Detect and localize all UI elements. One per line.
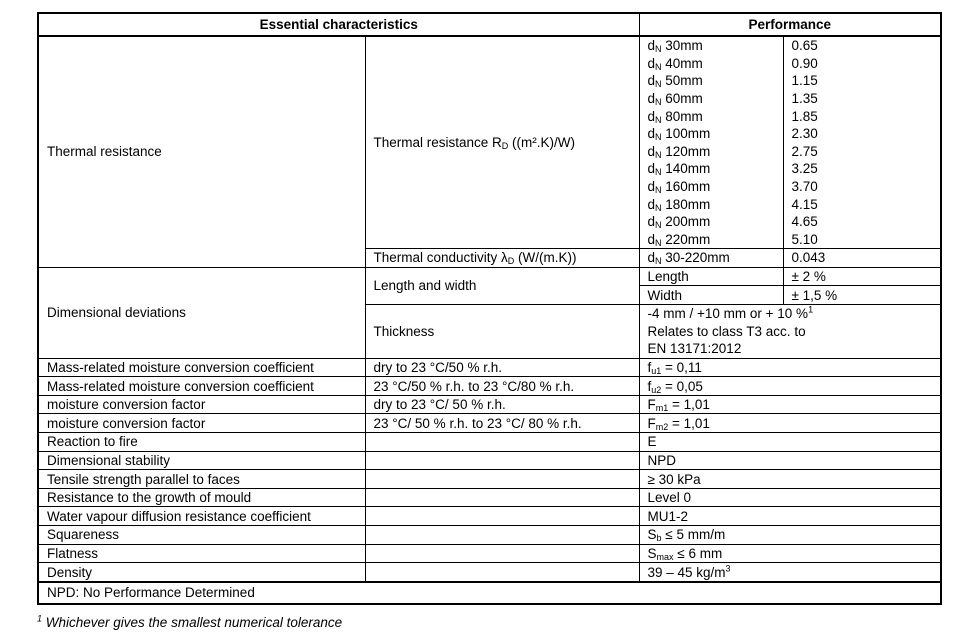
moisture-sub: m2 (655, 421, 669, 432)
moisture-row (38, 358, 941, 377)
conductivity-value: 0.043 (791, 250, 826, 266)
d-symbol: d (647, 91, 656, 107)
density-value: 39 – 45 kg/m (647, 564, 726, 580)
flatness-row (38, 544, 941, 563)
header-characteristics: Essential characteristics (38, 13, 639, 36)
property-empty-cell (365, 470, 639, 489)
d-sub: N (655, 79, 662, 90)
flatness-symbol: S (647, 545, 657, 561)
d-symbol: d (647, 161, 656, 177)
d-symbol: d (647, 108, 656, 124)
flatness-empty-cell (365, 544, 639, 563)
dimensional-group-label: Dimensional deviations (47, 305, 186, 321)
d-sub: N (655, 44, 662, 55)
property-empty-cell (365, 488, 639, 507)
resistance-number: 2.30 (791, 126, 818, 142)
resistance-number: 0.65 (791, 38, 818, 54)
lambda-sub: D (507, 256, 515, 267)
property-row (38, 451, 941, 470)
property-value-cell (639, 488, 941, 507)
property-name: Tensile strength parallel to faces (47, 471, 240, 487)
footnote-ref: 1 (808, 304, 814, 315)
moisture-value-cell (639, 395, 941, 414)
moisture-name-cell (38, 358, 365, 377)
d-symbol: d (647, 250, 656, 266)
moisture-condition: dry to 23 °C/ 50 % r.h. (373, 397, 506, 413)
thickness-value: 220mm (665, 231, 711, 247)
property-name-cell (38, 488, 365, 507)
moisture-symbol: f (647, 378, 652, 394)
resistance-number: 4.65 (791, 214, 818, 230)
thickness-value: 180mm (665, 196, 711, 212)
thickness-cell (639, 90, 783, 108)
d-sub: N (655, 220, 662, 231)
thickness-cell (639, 160, 783, 178)
thickness-standard: EN 13171:2012 (647, 341, 742, 357)
d-symbol: d (647, 196, 656, 212)
resistance-value (783, 178, 941, 196)
thickness-cell (639, 143, 783, 161)
thickness-cell (639, 55, 783, 73)
thickness-value: 30mm (665, 38, 703, 54)
thermal-group (38, 36, 365, 267)
thickness-class: Relates to class T3 acc. to (647, 323, 806, 339)
moisture-value: = 0,11 (661, 359, 702, 375)
property-value: E (647, 434, 657, 450)
density-empty-cell (365, 563, 639, 582)
thickness-tolerance-cell (639, 304, 941, 322)
thickness-label-cell (365, 304, 639, 358)
property-empty-cell (365, 433, 639, 452)
property-name: Dimensional stability (47, 452, 171, 468)
moisture-row (38, 395, 941, 414)
property-value: NPD (647, 452, 677, 468)
d-symbol: d (647, 73, 656, 89)
resistance-value (783, 125, 941, 143)
flatness-sub: max (656, 551, 674, 562)
moisture-name: moisture conversion factor (47, 415, 206, 431)
squareness-symbol: S (647, 527, 657, 543)
thickness-cell (639, 178, 783, 196)
thickness-cell (639, 213, 783, 231)
flatness-value: ≤ 6 mm (673, 545, 723, 561)
conductivity-label: Thermal conductivity λ (373, 250, 508, 266)
moisture-value: = 1,01 (668, 415, 710, 431)
property-empty-cell (365, 451, 639, 470)
property-empty-cell (365, 507, 639, 526)
conductivity-value-cell (783, 249, 941, 268)
density-sup: 3 (725, 563, 731, 574)
d-sub: N (655, 61, 662, 72)
width-label: Width (647, 287, 683, 303)
performance-table (37, 12, 942, 605)
property-name-cell (38, 507, 365, 526)
thickness-value: 50mm (665, 73, 703, 89)
thickness-value: 140mm (665, 161, 711, 177)
flatness-name-cell (38, 544, 365, 563)
thickness-value: 200mm (665, 214, 711, 230)
property-value-cell (639, 433, 941, 452)
npd-note: NPD: No Performance Determined (47, 585, 255, 601)
resistance-number: 2.75 (791, 143, 818, 159)
resistance-number: 1.15 (791, 73, 818, 89)
conductivity-range-cell (639, 249, 783, 268)
moisture-name: moisture conversion factor (47, 397, 206, 413)
moisture-name: Mass-related moisture conversion coefficient (47, 378, 314, 394)
footnote (37, 615, 342, 630)
moisture-condition: dry to 23 °C/50 % r.h. (373, 359, 502, 375)
resistance-number: 5.10 (791, 231, 818, 247)
thermal-group-label: Thermal resistance (47, 144, 162, 160)
moisture-value: = 1,01 (668, 397, 710, 413)
density-value-cell (639, 563, 941, 582)
resistance-number: 3.70 (791, 179, 818, 195)
resistance-number: 1.35 (791, 91, 818, 107)
header-performance: Performance (639, 13, 941, 36)
d-symbol: d (647, 231, 656, 247)
moisture-value-cell (639, 358, 941, 377)
thermal-row (38, 36, 941, 55)
d-sub: N (655, 256, 662, 267)
d-symbol: d (647, 179, 656, 195)
moisture-name-cell (38, 377, 365, 396)
thickness-value: 120mm (665, 143, 711, 159)
resistance-value (783, 55, 941, 73)
thickness-label: Thickness (373, 323, 435, 339)
thickness-cell (639, 231, 783, 249)
rd-sub: D (501, 141, 509, 152)
thickness-value: 40mm (665, 55, 703, 71)
thermal-resistance-unit: ((m².K)/W) (508, 135, 576, 151)
thickness-class-cell (639, 323, 941, 341)
flatness-value-cell (639, 544, 941, 563)
conductivity-unit: (W/(m.K)) (514, 250, 577, 266)
moisture-name-cell (38, 414, 365, 433)
conductivity-cell (365, 249, 639, 268)
squareness-sub: b (656, 533, 662, 544)
npd-note-cell (38, 582, 941, 604)
length-row (38, 267, 941, 286)
resistance-value (783, 160, 941, 178)
moisture-value-cell (639, 414, 941, 433)
npd-row (38, 582, 941, 604)
thickness-value: 100mm (665, 126, 711, 142)
flatness-name: Flatness (47, 545, 99, 561)
squareness-name: Squareness (47, 527, 120, 543)
moisture-sub: u1 (651, 365, 662, 376)
property-name: Reaction to fire (47, 434, 138, 450)
d-symbol: d (647, 214, 656, 230)
thickness-tolerance: -4 mm / +10 mm or + 10 % (647, 306, 809, 322)
thickness-value: 80mm (665, 108, 703, 124)
squareness-empty-cell (365, 526, 639, 545)
moisture-row (38, 377, 941, 396)
length-label: Length (647, 269, 689, 285)
length-width-cell (365, 267, 639, 304)
width-value-cell (783, 286, 941, 305)
moisture-condition-cell (365, 377, 639, 396)
moisture-symbol: F (647, 397, 656, 413)
property-value-cell (639, 451, 941, 470)
property-value: Level 0 (647, 490, 692, 506)
density-name: Density (47, 564, 93, 580)
resistance-number: 3.25 (791, 161, 818, 177)
moisture-name-cell (38, 395, 365, 414)
resistance-value (783, 36, 941, 55)
d-sub: N (655, 132, 662, 143)
property-row (38, 470, 941, 489)
width-value: ± 1,5 % (791, 287, 838, 303)
d-sub: N (655, 167, 662, 178)
property-value: ≥ 30 kPa (647, 471, 701, 487)
moisture-name: Mass-related moisture conversion coefficient (47, 359, 314, 375)
moisture-value-cell (639, 377, 941, 396)
resistance-number: 1.85 (791, 108, 818, 124)
squareness-name-cell (38, 526, 365, 545)
thermal-resistance-cell (365, 36, 639, 249)
thickness-cell (639, 72, 783, 90)
squareness-row (38, 526, 941, 545)
property-name-cell (38, 470, 365, 489)
squareness-value: ≤ 5 mm/m (661, 527, 726, 543)
d-symbol: d (647, 38, 656, 54)
moisture-symbol: f (647, 359, 652, 375)
footnote-text: Whichever gives the smallest numerical tolerance (42, 615, 343, 630)
length-width-label: Length and width (373, 278, 477, 294)
d-sub: N (655, 237, 662, 248)
d-sub: N (655, 149, 662, 160)
footnote-mark: 1 (37, 613, 43, 624)
thickness-standard-cell (639, 340, 941, 358)
moisture-condition: 23 °C/50 % r.h. to 23 °C/80 % r.h. (373, 378, 575, 394)
resistance-value (783, 231, 941, 249)
thickness-cell (639, 36, 783, 55)
moisture-condition-cell (365, 414, 639, 433)
thickness-cell (639, 107, 783, 125)
resistance-number: 4.15 (791, 196, 818, 212)
thickness-value: 160mm (665, 179, 711, 195)
resistance-number: 0.90 (791, 55, 818, 71)
resistance-value (783, 107, 941, 125)
property-name-cell (38, 433, 365, 452)
d-sub: N (655, 97, 662, 108)
moisture-row (38, 414, 941, 433)
property-value-cell (639, 507, 941, 526)
property-value: MU1-2 (647, 508, 689, 524)
resistance-value (783, 213, 941, 231)
length-label-cell (639, 267, 783, 286)
moisture-value: = 0,05 (661, 378, 703, 394)
thickness-cell (639, 125, 783, 143)
thickness-cell (639, 195, 783, 213)
resistance-value (783, 90, 941, 108)
property-row (38, 507, 941, 526)
thermal-resistance-label: Thermal resistance R (373, 135, 502, 151)
moisture-symbol: F (647, 415, 656, 431)
moisture-condition-cell (365, 395, 639, 414)
density-name-cell (38, 563, 365, 582)
density-row (38, 563, 941, 582)
moisture-sub: u2 (651, 384, 662, 395)
d-symbol: d (647, 126, 656, 142)
d-sub: N (655, 185, 662, 196)
thickness-value: 60mm (665, 91, 703, 107)
moisture-condition-cell (365, 358, 639, 377)
length-value-cell (783, 267, 941, 286)
moisture-condition: 23 °C/ 50 % r.h. to 23 °C/ 80 % r.h. (373, 415, 582, 431)
d-symbol: d (647, 143, 656, 159)
property-name: Water vapour diffusion resistance coefficient (47, 508, 311, 524)
resistance-value (783, 143, 941, 161)
conductivity-range: 30-220mm (661, 250, 730, 266)
resistance-value (783, 72, 941, 90)
moisture-sub: m1 (655, 403, 669, 414)
dimensional-group (38, 267, 365, 358)
property-row (38, 433, 941, 452)
d-sub: N (655, 202, 662, 213)
property-value-cell (639, 470, 941, 489)
d-symbol: d (647, 55, 656, 71)
length-value: ± 2 % (791, 269, 826, 285)
property-row (38, 488, 941, 507)
d-sub: N (655, 114, 662, 125)
property-name-cell (38, 451, 365, 470)
property-name: Resistance to the growth of mould (47, 490, 252, 506)
squareness-value-cell (639, 526, 941, 545)
width-label-cell (639, 286, 783, 305)
resistance-value (783, 195, 941, 213)
